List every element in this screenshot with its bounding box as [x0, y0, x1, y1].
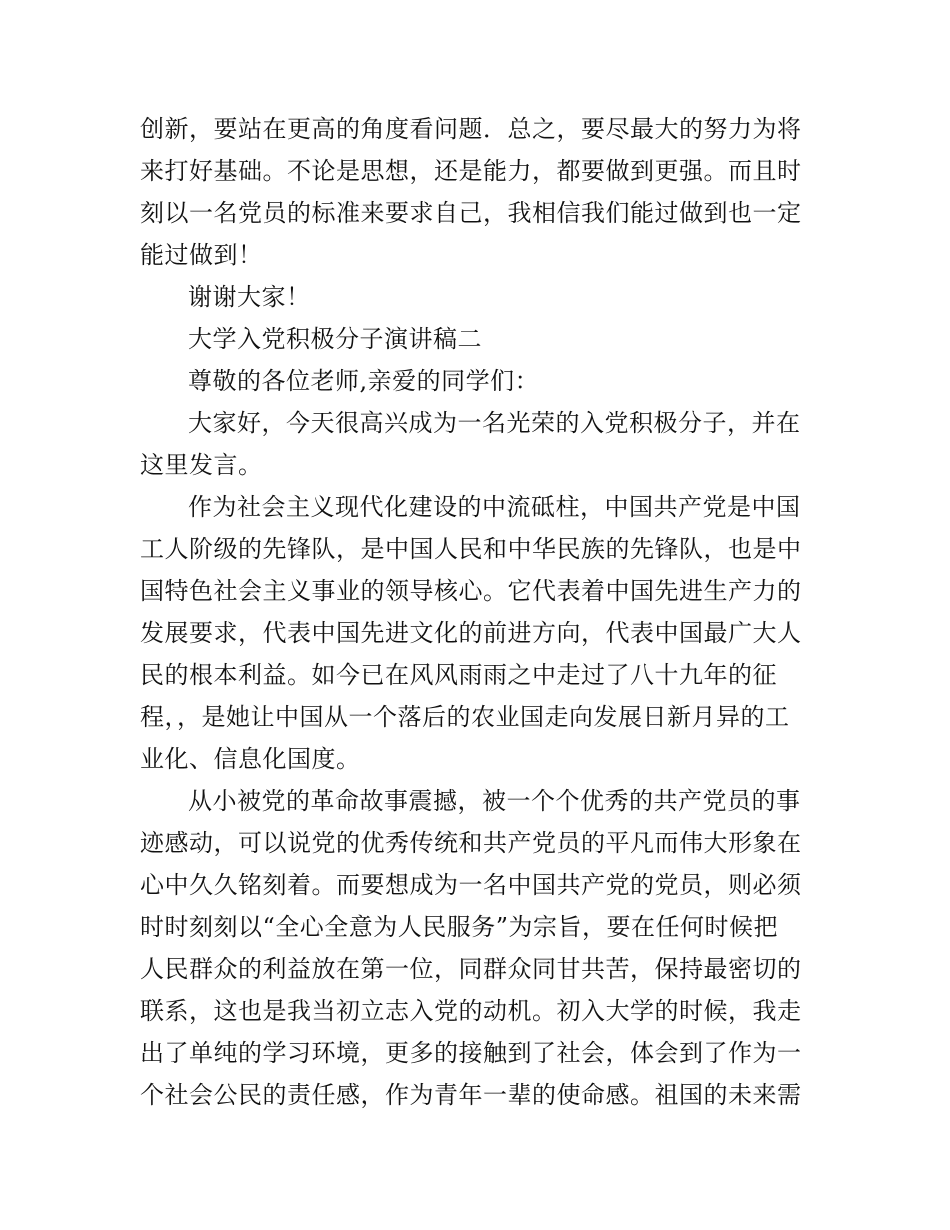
text-line: 程，，是她让中国从一个落后的农业国走向发展日新月异的工: [140, 703, 790, 731]
text-line: 大家好，今天很高兴成为一名光荣的入党积极分子，并在: [188, 409, 801, 437]
text-line: 国特色社会主义事业的领导核心。它代表着中国先进生产力的: [140, 577, 802, 605]
text-line: 大学入党积极分子演讲稿二: [188, 325, 482, 353]
paragraph-greeting: [140, 402, 812, 486]
text-line: 工人阶级的先锋队，是中国人民和中华民族的先锋队，也是中: [140, 535, 802, 563]
paragraph-motivation: [140, 780, 812, 1116]
text-line: 能过做到！: [140, 241, 263, 269]
paragraph-continuation: [140, 108, 812, 276]
text-line: 心中久久铭刻着。而要想成为一名中国共产党的党员，则必须: [140, 871, 802, 899]
text-line: 作为社会主义现代化建设的中流砥柱，中国共产党是中国: [188, 493, 801, 521]
text-line: 联系，这也是我当初立志入党的动机。初入大学的时候，我走: [140, 997, 802, 1025]
text-line: 个社会公民的责任感，作为青年一辈的使命感。祖国的未来需: [140, 1081, 802, 1109]
text-line: 人民群众的利益放在第一位，同群众同甘共苦，保持最密切的: [140, 955, 802, 983]
text-line: 迹感动，可以说党的优秀传统和共产党员的平凡而伟大形象在: [140, 829, 802, 857]
text-line: 尊敬的各位老师,亲爱的同学们：: [188, 367, 540, 395]
paragraph-salutation: [140, 360, 812, 402]
text-line: 发展要求，代表中国先进文化的前进方向，代表中国最广大人: [140, 619, 802, 647]
text-line: 出了单纯的学习环境，更多的接触到了社会，体会到了作为一: [140, 1039, 802, 1067]
text-line: 业化、信息化国度。: [140, 745, 361, 773]
text-line: 从小被党的革命故事震撼，被一个个优秀的共产党员的事: [188, 787, 801, 815]
text-line: 来打好基础。不论是思想，还是能力，都要做到更强。而且时: [140, 157, 802, 185]
speech-title: [140, 318, 812, 360]
text-line: 刻以一名党员的标准来要求自己，我相信我们能过做到也一定: [140, 199, 802, 227]
text-line: 创新，要站在更高的角度看问题．总之，要尽最大的努力为将: [140, 115, 802, 143]
text-line: 这里发言。: [140, 451, 263, 479]
paragraph-party-role: [140, 486, 812, 780]
document-body: [140, 108, 812, 1116]
paragraph-thanks: [140, 276, 812, 318]
text-line: 谢谢大家！: [188, 283, 311, 311]
text-line: 民的根本利益。如今已在风风雨雨之中走过了八十九年的征: [140, 661, 777, 689]
text-line: 时时刻刻以“全心全意为人民服务”为宗旨，要在任何时候把: [140, 913, 779, 941]
